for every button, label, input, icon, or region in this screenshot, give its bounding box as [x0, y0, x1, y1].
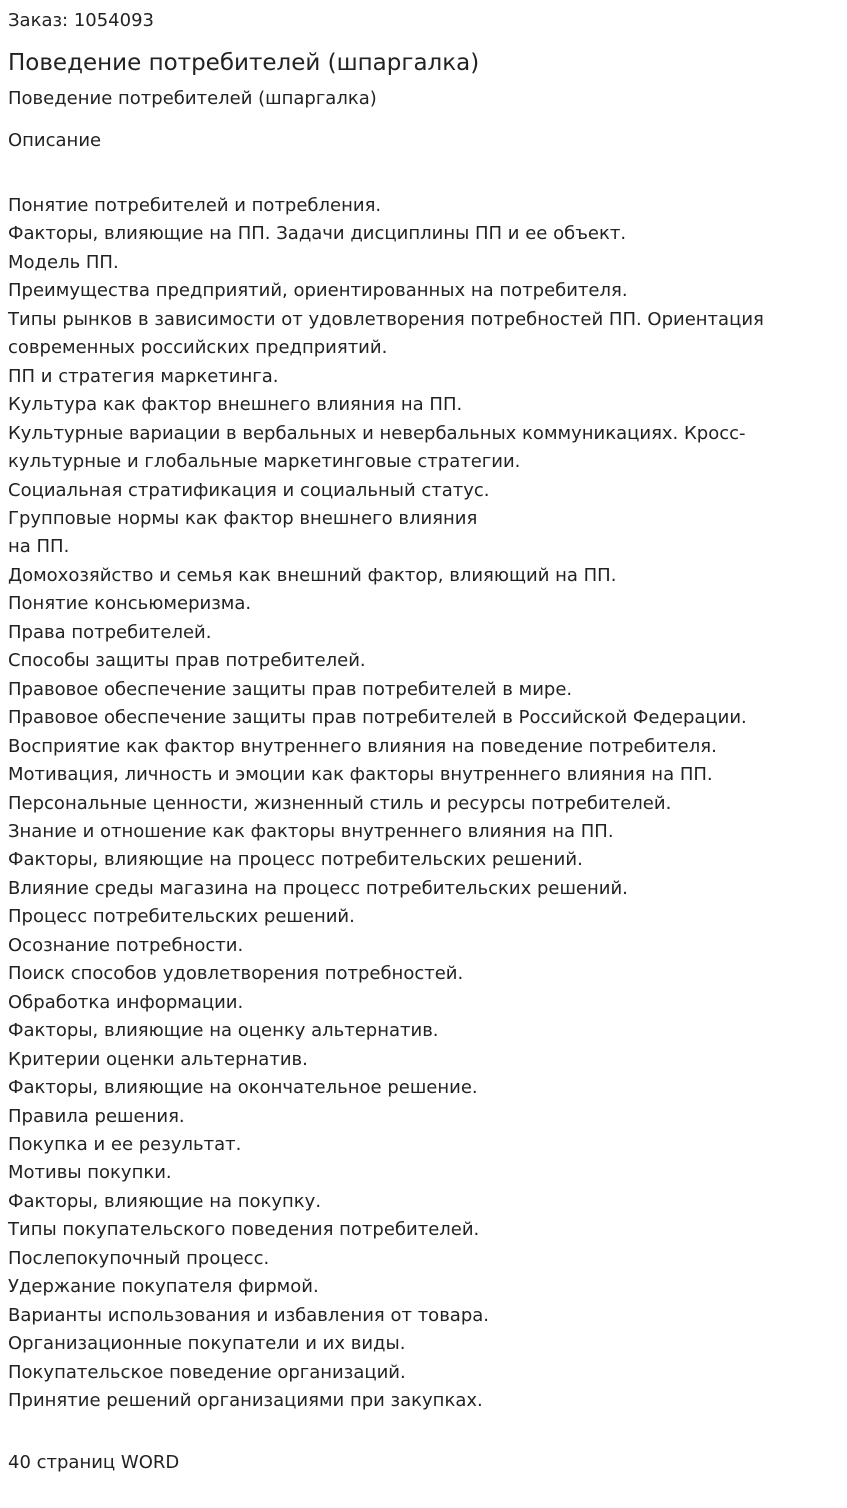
description-line: современных российских предприятий. — [8, 337, 388, 359]
description-line: Организационные покупатели и их виды. — [8, 1333, 406, 1355]
description-line: Групповые нормы как фактор внешнего влияния — [8, 507, 478, 529]
order-number: Заказ: 1054093 — [8, 10, 154, 31]
description-line: Покупка и ее результат. — [8, 1133, 242, 1155]
description-lines — [8, 192, 839, 1415]
description-line: Типы рынков в зависимости от удовлетворения потребностей ПП. Ориентация — [8, 308, 764, 330]
description-line: на ПП. — [8, 536, 70, 558]
description-line: Осознание потребности. — [8, 934, 244, 956]
description-line: Мотивы покупки. — [8, 1162, 172, 1184]
description-line: Факторы, влияющие на оценку альтернатив. — [8, 1020, 439, 1042]
description-line: Социальная стратификация и социальный статус. — [8, 479, 490, 501]
description-line: Мотивация, личность и эмоции как факторы внутреннего влияния на ПП. — [8, 764, 713, 786]
description-line: Критерии оценки альтернатив. — [8, 1048, 308, 1070]
description-line: Правовое обеспечение защиты прав потребителей в мире. — [8, 678, 573, 700]
description-line: Факторы, влияющие на окончательное решение. — [8, 1077, 478, 1099]
description-line: Факторы, влияющие на покупку. — [8, 1190, 322, 1212]
description-line: Понятие консьюмеризма. — [8, 593, 252, 615]
page-subtitle: Поведение потребителей (шпаргалка) — [8, 88, 377, 109]
description-line: Факторы, влияющие на процесс потребительских решений. — [8, 849, 583, 871]
description-line: Варианты использования и избавления от товара. — [8, 1304, 490, 1326]
description-line: Типы покупательского поведения потребителей. — [8, 1219, 480, 1241]
description-line: Восприятие как фактор внутреннего влияния на поведение потребителя. — [8, 735, 717, 757]
description-line: Принятие решений организациями при закупках. — [8, 1390, 483, 1412]
description-line: Покупательское поведение организаций. — [8, 1361, 406, 1383]
page-title: Поведение потребителей (шпаргалка) — [8, 50, 480, 76]
description-line: Понятие потребителей и потребления. — [8, 195, 382, 216]
description-line: Домохозяйство и семья как внешний фактор, влияющий на ПП. — [8, 564, 617, 586]
description-line: Процесс потребительских решений. — [8, 906, 355, 928]
description-line: Поиск способов удовлетворения потребностей. — [8, 963, 464, 985]
description-line: Культурные вариации в вербальных и невербальных коммуникациях. Кросс- — [8, 422, 746, 444]
description-line: Правовое обеспечение защиты прав потребителей в Российской Федерации. — [8, 707, 747, 729]
description-line: Удержание покупателя фирмой. — [8, 1276, 319, 1298]
description-line: культурные и глобальные маркетинговые стратегии. — [8, 451, 521, 473]
description-label: Описание — [8, 130, 102, 151]
description-line: Преимущества предприятий, ориентированных на потребителя. — [8, 280, 628, 302]
description-line: Правила решения. — [8, 1105, 185, 1127]
description-line: ПП и стратегия маркетинга. — [8, 365, 279, 387]
description-line: Влияние среды магазина на процесс потребительских решений. — [8, 877, 628, 899]
page-count: 40 страниц WORD — [8, 1452, 180, 1474]
description-line: Права потребителей. — [8, 621, 212, 643]
description-line: Знание и отношение как факторы внутреннего влияния на ПП. — [8, 820, 614, 842]
description-line: Модель ПП. — [8, 251, 119, 273]
description-line: Обработка информации. — [8, 991, 244, 1013]
description-line: Факторы, влияющие на ПП. Задачи дисциплины ПП и ее объект. — [8, 223, 627, 245]
description-line: Способы защиты прав потребителей. — [8, 650, 366, 672]
description-line: Послепокупочный процесс. — [8, 1247, 270, 1269]
description-line: Персональные ценности, жизненный стиль и ресурсы потребителей. — [8, 792, 672, 814]
description-line: Культура как фактор внешнего влияния на ПП. — [8, 394, 463, 416]
